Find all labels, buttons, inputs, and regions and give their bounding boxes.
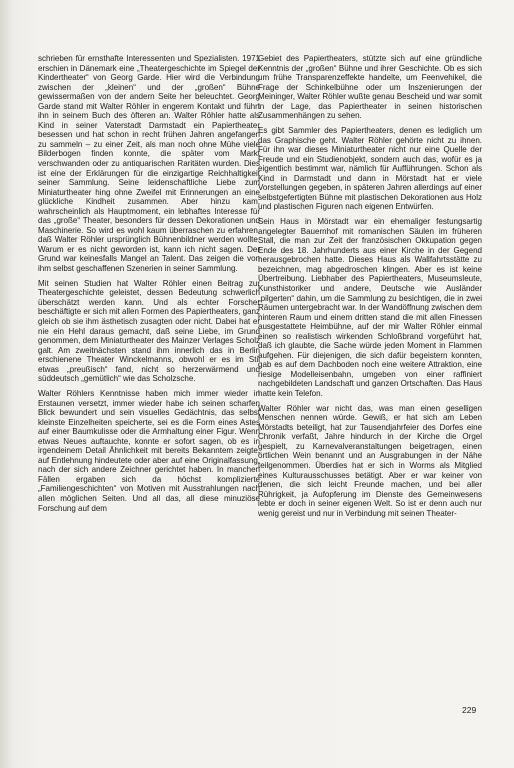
paragraph: Gebiet des Papiertheaters, stützte sich auf eine gründliche Kenntnis der „großen“ Bühne und ihrer Geschichte. Ob es sich um frühe Transparenzeffekte handelte, um Feenvehikel, die Frage der Schinkelbühne oder um Inszenierungen der Meininger, Walter Röhler wußte genau Bescheid und war somit in der Lage, das Papiertheater in seinen historischen Zusammenhängen zu sehen.	[258, 54, 482, 121]
paragraph: schrieben für ernsthafte Interessenten und Spezialisten. 1971 erschien in Dänemark eine „Theatergeschichte im Spiegel der Kindertheater“ von Georg Garde. Hier wird die Verbindung zwischen der „kleinen“ und der „großen“ Bühne gewissermaßen von der andern Seite her beleuchtet. Georg Garde stand mit Walter Röhler in engerem Kontakt und führt ihn in seinem Buch des öfteren an. Walter Röhler hatte als Kind in seiner Vaterstadt Darmstadt ein Papiertheater besessen und hat schon in recht frühen Jahren angefangen zu sammeln – zu einer Zeit, als man noch ohne Mühe viele Bilderbogen finden konnte, die später vom Markt verschwanden oder zu antiquarischen Raritäten wurden. Dies ist eine der Erklärungen für die einzigartige Reichhaltigkeit seiner Sammlung. Seine leidenschaftliche Liebe zum Miniaturtheater hing ohne Zweifel mit Erinnerungen an eine glückliche Kindheit zusammen. Aber hinzu kam, wahrscheinlich als Hauptmoment, ein lebhaftes Interesse für das „große“ Theater, besonders für dessen Dekorationen und Maschinerie. So wird es wohl kaum überraschen zu erfahren, daß Walter Röhler ursprünglich Bühnenbildner werden wollte. Warum er es nicht geworden ist, kann ich nicht sagen. Der Grund war keinesfalls Mangel an Talent. Das zeigen die von ihm selbst geschaffenen Szenerien in seiner Sammlung.	[38, 54, 260, 274]
right-text-column	[258, 54, 482, 523]
paragraph: Sein Haus in Mörstadt war ein ehemaliger festungsartig angelegter Bauernhof mit romanischen Säulen im früheren Stall, die man zur Zeit der französischen Okkupation gegen Ende des 18. Jahrhunderts aus einer Kirche in der Gegend herausgebrochen hatte. Dieses Haus als Wallfahrtsstätte zu bezeichnen, mag abgedroschen klingen. Aber es ist keine Übertreibung. Liebhaber des Papiertheaters, Museumsleute, Kunsthistoriker und andere, Deutsche wie Ausländer „pilgerten“ dahin, um die Sammlung zu besichtigen, die in zwei Räumen untergebracht war. In der Wandöffnung zwischen dem hinteren Raum und einem dritten stand die mit allen Finessen ausgestattete Heimbühne, auf der mir Walter Röhler einmal einen so realistisch wirkenden Schloßbrand vorgeführt hat, daß ich glaubte, die Sache würde jeden Moment in Flammen aufgehen. Für diejenigen, die sich dafür begeistern konnten, gab es auf dem Dachboden noch eine weitere Attraktion, eine riesige Modelleisenbahn, umgeben von einer raffiniert nachgebildeten Landschaft und ganzen Ortschaften. Das Haus hatte kein Telefon.	[258, 217, 482, 398]
left-text-column	[38, 54, 260, 518]
paragraph: Es gibt Sammler des Papiertheaters, denen es lediglich um das Graphische geht. Walter Röhler gehörte nicht zu ihnen. Für ihn war dieses Miniaturtheater nicht nur eine Quelle der Freude und ein Studienobjekt, sondern auch das, wofür es ja eigentlich bestimmt war, nämlich für Aufführungen. Schon als Kind in Darmstadt und dann in Mörstadt hat er viele Vorstellungen gegeben, in späteren Jahren allerdings auf einer selbstgefertigten Bühne mit plastischen Dekorationen aus Holz und plastischen Figuren nach eigenen Entwürfen.	[258, 126, 482, 212]
page-number: 229	[462, 705, 477, 715]
paragraph: Walter Röhler war nicht das, was man einen geselligen Menschen nennen würde. Gewiß, er hat sich am Leben Mörstadts beteiligt, hat zur Tausendjahrfeier des Dorfes eine Chronik verfaßt, Jahre hindurch in der Kirche die Orgel gespielt, zu Karnevalveranstaltungen beigetragen, einen örtlichen Wein benannt und an Ausgrabungen in der Nähe teilgenommen. Überdies hat er sich in Worms als Mitglied eines Kulturausschusses betätigt. Aber er war keiner von denen, die sich leicht Freunde machen, und bei aller Rührigkeit, ja Aufopferung im Dienste des Gemeinwesens lebte er doch in seiner eigenen Welt. So ist er denn auch nur wenig gereist und nur in Verbindung mit seinen Theater-	[258, 403, 482, 518]
paragraph: Mit seinen Studien hat Walter Röhler einen Beitrag zur Theatergeschichte geleistet, dessen Bedeutung schwerlich überschätzt werden kann. Und als echter Forscher beschäftigte er sich mit allen Formen des Papiertheaters, ganz gleich ob sie ihm ästhetisch zusagten oder nicht. Dabei hat er nie ein Hehl daraus gemacht, daß seine Liebe, im Grund genommen, dem Miniaturtheater des Mainzer Verlages Scholz galt. Am zweitnächsten stand ihm innerlich das in Berlin erschienene Theater Winckelmanns, obwohl er es im Stil etwas „preußisch“ fand, nicht so herzerwärmend und süddeutsch „gemütlich“ wie das Scholzsche.	[38, 278, 260, 384]
paragraph: Walter Röhlers Kenntnisse haben mich immer wieder in Erstaunen versetzt, immer wieder habe ich seinen scharfen Blick bewundert und sein visuelles Gedächtnis, das selbst kleinste Einzelheiten speicherte, sei es die Form eines Astes auf einer Baumkulisse oder die Armhaltung einer Figur. Wenn etwas Neues auftauchte, konnte er sofort sagen, ob es in irgendeinem Detail Ähnlichkeit mit bereits Bekanntem zeigte, auf Entlehnung hindeutete oder aber auf eine Originalfassung, nach der sich andere Zeichner gerichtet haben. In manchen Fällen ergaben sich da höchst komplizierte „Familiengeschichten“ von Motiven mit Ausstrahlungen nach allen möglichen Seiten. Und all das, all diese minuziöse Forschung auf dem	[38, 388, 260, 513]
